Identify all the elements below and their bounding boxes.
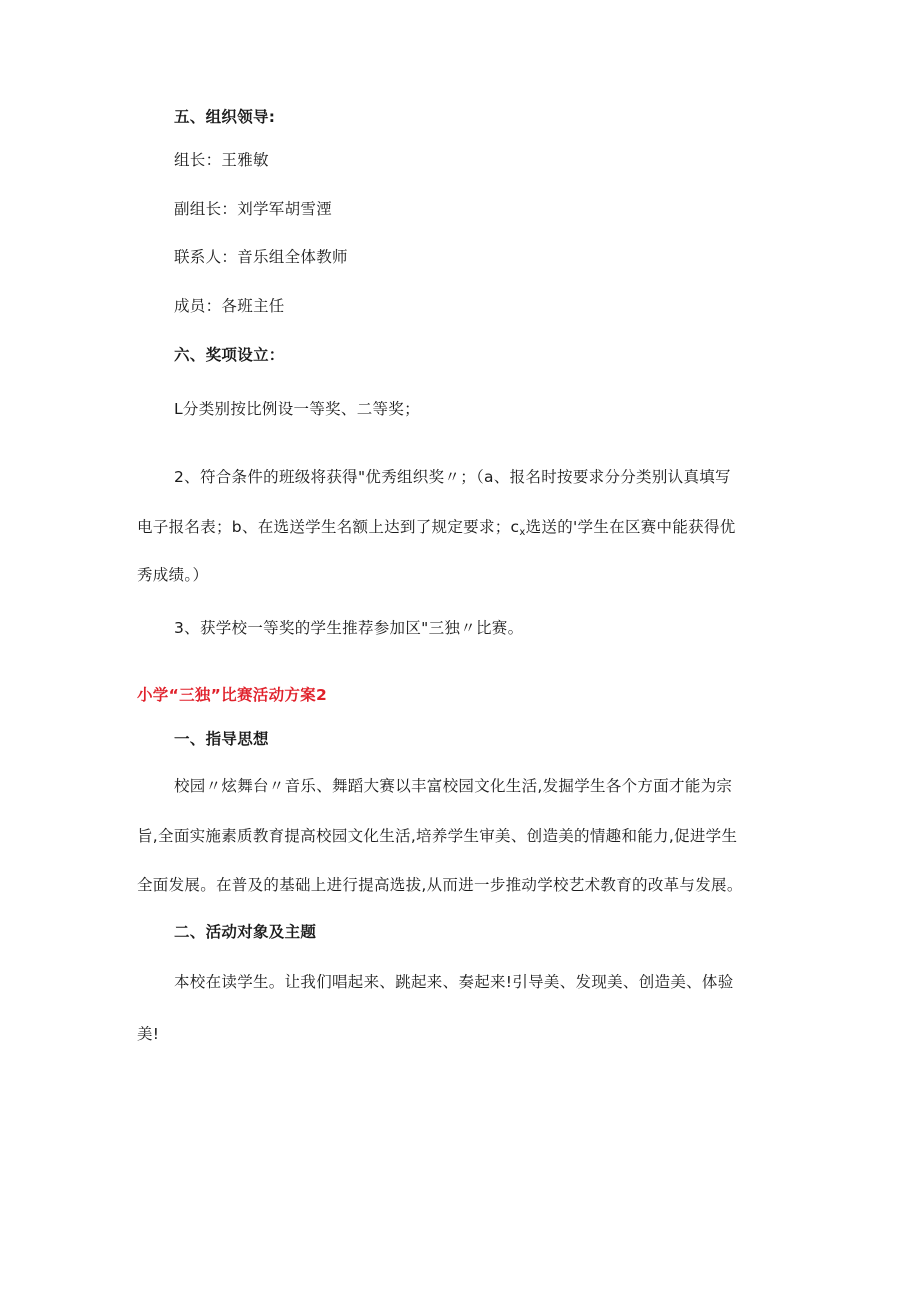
leader-line: 组长：王雅敏	[174, 151, 269, 169]
contact-line: 联系人：音乐组全体教师	[174, 248, 348, 266]
award-item-1: L分类别按比例设一等奖、二等奖；	[174, 400, 420, 418]
award-item-2-line-2-subscript: x	[519, 527, 526, 538]
section-heading-guiding-idea: 一、指导思想	[174, 730, 269, 748]
award-item-2-line-2-part-a: 电子报名表；b、在选送学生名额上达到了规定要求；c	[137, 518, 520, 536]
section-heading-awards: 六、奖项设立：	[174, 346, 285, 364]
award-item-2-line-2-part-b: 选送的'学生在区赛中能获得优	[525, 518, 736, 536]
participants-paragraph-line-2: 美!	[137, 1025, 160, 1043]
members-line: 成员：各班主任	[174, 297, 285, 315]
award-item-2-line-1: 2、符合条件的班级将获得"优秀组织奖〃；（a、报名时按要求分分类别认真填写	[174, 468, 731, 486]
award-item-2-line-3: 秀成绩。）	[137, 566, 209, 584]
vice-leader-line: 副组长：刘学军胡雪湮	[174, 200, 333, 218]
guiding-paragraph-line-3: 全面发展。在普及的基础上进行提高选拔,从而进一步推动学校艺术教育的改革与发展。	[137, 876, 743, 894]
section-heading-participants-theme: 二、活动对象及主题	[174, 923, 317, 941]
guiding-paragraph-line-1: 校园〃炫舞台〃音乐、舞蹈大赛以丰富校园文化生活,发掘学生各个方面才能为宗	[174, 777, 733, 795]
participants-paragraph-line-1: 本校在读学生。让我们唱起来、跳起来、奏起来!引导美、发现美、创造美、体验	[174, 973, 734, 991]
award-item-3: 3、获学校一等奖的学生推荐参加区"三独〃比赛。	[174, 619, 524, 637]
section-heading-organization: 五、组织领导:	[174, 108, 276, 126]
plan-2-title: 小学“三独”比赛活动方案2	[137, 686, 328, 704]
award-item-2-line-2	[137, 517, 736, 543]
guiding-paragraph-line-2: 旨,全面实施素质教育提高校园文化生活,培养学生审美、创造美的情趣和能力,促进学生	[137, 827, 738, 845]
